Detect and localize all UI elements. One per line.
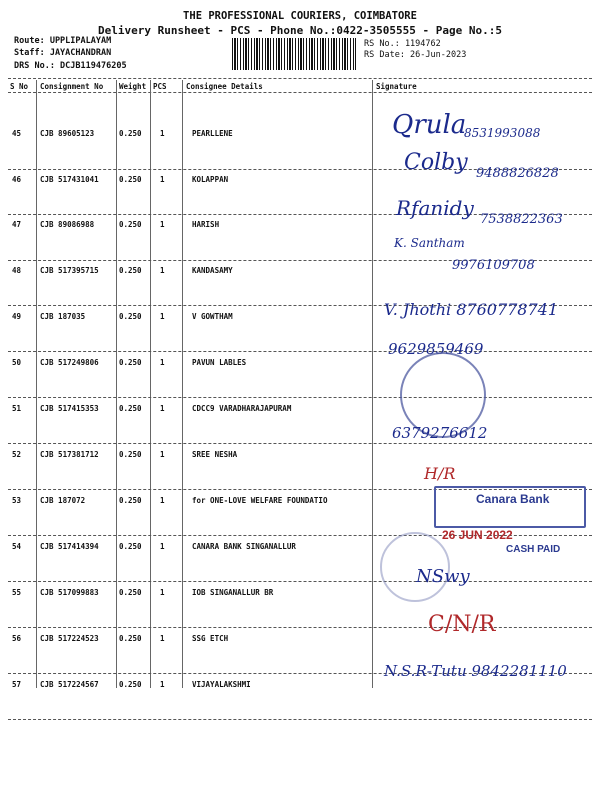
row-consignment: CJB 517224523: [40, 634, 99, 643]
runsheet-subtitle: Delivery Runsheet - PCS - Phone No.:0422-3505555 - Page No.:5: [98, 24, 502, 37]
signature-phone: 7538822363: [480, 212, 563, 227]
header-bottom-rule: [8, 92, 592, 93]
row-divider: [8, 719, 592, 720]
row-pcs: 1: [160, 175, 165, 184]
row-weight: 0.250: [119, 588, 142, 597]
row-consignment: CJB 89605123: [40, 129, 95, 138]
row-consignment: CJB 517224567: [40, 680, 99, 689]
row-sno: 53: [12, 496, 22, 505]
row-sno: 50: [12, 358, 22, 367]
col-signature: Signature: [376, 82, 417, 91]
row-pcs: 1: [160, 312, 165, 321]
row-weight: 0.250: [119, 129, 142, 138]
row-consignment: CJB 187072: [40, 496, 86, 505]
row-pcs: 1: [160, 266, 165, 275]
signature-note: V. Jhothi 8760778741: [384, 300, 559, 319]
row-sno: 57: [12, 680, 22, 689]
header-top-rule: [8, 78, 592, 79]
signature-scribble: NSwy: [416, 566, 470, 587]
row-sno: 56: [12, 634, 22, 643]
rs-date: RS Date: 26-Jun-2023: [364, 50, 467, 60]
rs-number: RS No.: 1194762: [364, 39, 441, 49]
row-sno: 45: [12, 129, 22, 138]
row-pcs: 1: [160, 450, 165, 459]
row-consignee: KOLAPPAN: [192, 175, 229, 184]
col-sno: S No: [10, 82, 29, 91]
row-sno: 48: [12, 266, 22, 275]
row-pcs: 1: [160, 404, 165, 413]
row-weight: 0.250: [119, 634, 142, 643]
row-pcs: 1: [160, 358, 165, 367]
row-consignment: CJB 517415353: [40, 404, 99, 413]
row-consignment: CJB 187035: [40, 312, 86, 321]
signature-name: K. Santham: [394, 236, 465, 250]
row-pcs: 1: [160, 588, 165, 597]
row-weight: 0.250: [119, 496, 142, 505]
row-weight: 0.250: [119, 404, 142, 413]
row-sno: 55: [12, 588, 22, 597]
row-consignee: SREE NESHA: [192, 450, 238, 459]
row-divider: [8, 627, 592, 628]
col-consignee: Consignee Details: [186, 82, 263, 91]
row-sno: 51: [12, 404, 22, 413]
signature-phone: 9488826828: [476, 166, 559, 181]
row-divider: [8, 581, 592, 582]
row-consignee: IOB SINGANALLUR BR: [192, 588, 274, 597]
row-consignment: CJB 89086988: [40, 220, 95, 229]
signature-scribble: Rfanidy: [396, 196, 474, 220]
row-consignee: CDCC9 VARADHARAJAPURAM: [192, 404, 292, 413]
staff-label: Staff: JAYACHANDRAN: [14, 48, 112, 58]
row-consignee: PEARLLENE: [192, 129, 233, 138]
cash-paid-stamp: CASH PAID: [506, 544, 561, 555]
row-pcs: 1: [160, 129, 165, 138]
row-consignee: for ONE-LOVE WELFARE FOUNDATIO: [192, 496, 328, 505]
row-divider: [8, 397, 592, 398]
row-pcs: 1: [160, 220, 165, 229]
row-weight: 0.250: [119, 175, 142, 184]
row-consignment: CJB 517249806: [40, 358, 99, 367]
row-divider: [8, 351, 592, 352]
row-consignee: VIJAYALAKSHMI: [192, 680, 251, 689]
row-weight: 0.250: [119, 680, 142, 689]
signature-scribble: Colby: [404, 150, 468, 175]
company-title: THE PROFESSIONAL COURIERS, COIMBATORE: [183, 10, 417, 22]
stamp-date: 26 JUN 2022: [442, 528, 513, 542]
col-weight: Weight: [119, 82, 147, 91]
route-label: Route: UPPLIPALAYAM: [14, 36, 112, 46]
signature-scribble: Qrula: [392, 110, 467, 140]
row-consignee: KANDASAMY: [192, 266, 233, 275]
row-weight: 0.250: [119, 220, 142, 229]
row-sno: 49: [12, 312, 22, 321]
row-pcs: 1: [160, 680, 165, 689]
row-consignment: CJB 517381712: [40, 450, 99, 459]
barcode: [232, 38, 356, 70]
row-consignment: CJB 517099883: [40, 588, 99, 597]
signature-note: 6379276612: [392, 424, 488, 442]
row-weight: 0.250: [119, 312, 142, 321]
row-consignee: CANARA BANK SINGANALLUR: [192, 542, 296, 551]
signature-note: 9629859469: [388, 340, 484, 358]
drs-number: DRS No.: DCJB119476205: [14, 61, 127, 71]
row-sno: 46: [12, 175, 22, 184]
signature-phone: 8531993088: [464, 126, 541, 140]
bank-stamp: [434, 486, 586, 528]
cnr-remark: C/N/R: [428, 612, 496, 637]
bank-name: Canara Bank: [476, 492, 550, 506]
row-consignee: V GOWTHAM: [192, 312, 233, 321]
row-weight: 0.250: [119, 358, 142, 367]
row-weight: 0.250: [119, 450, 142, 459]
row-consignment: CJB 517395715: [40, 266, 99, 275]
row-pcs: 1: [160, 542, 165, 551]
col-consignment: Consignment No: [40, 82, 104, 91]
row-consignee: PAVUN LABLES: [192, 358, 247, 367]
row-consignment: CJB 517414394: [40, 542, 99, 551]
row-pcs: 1: [160, 634, 165, 643]
row-divider: [8, 443, 592, 444]
col-pcs: PCS: [153, 82, 167, 91]
row-sno: 52: [12, 450, 22, 459]
signature-phone: 9976109708: [452, 258, 535, 273]
row-pcs: 1: [160, 496, 165, 505]
row-consignee: HARISH: [192, 220, 220, 229]
row-weight: 0.250: [119, 266, 142, 275]
row-sno: 47: [12, 220, 22, 229]
row-consignee: SSG ETCH: [192, 634, 229, 643]
row-sno: 54: [12, 542, 22, 551]
hold-remark: H/R: [424, 464, 456, 483]
row-consignment: CJB 517431041: [40, 175, 99, 184]
signature-note: N.S.R-Tutu 9842281110: [384, 662, 567, 680]
row-weight: 0.250: [119, 542, 142, 551]
